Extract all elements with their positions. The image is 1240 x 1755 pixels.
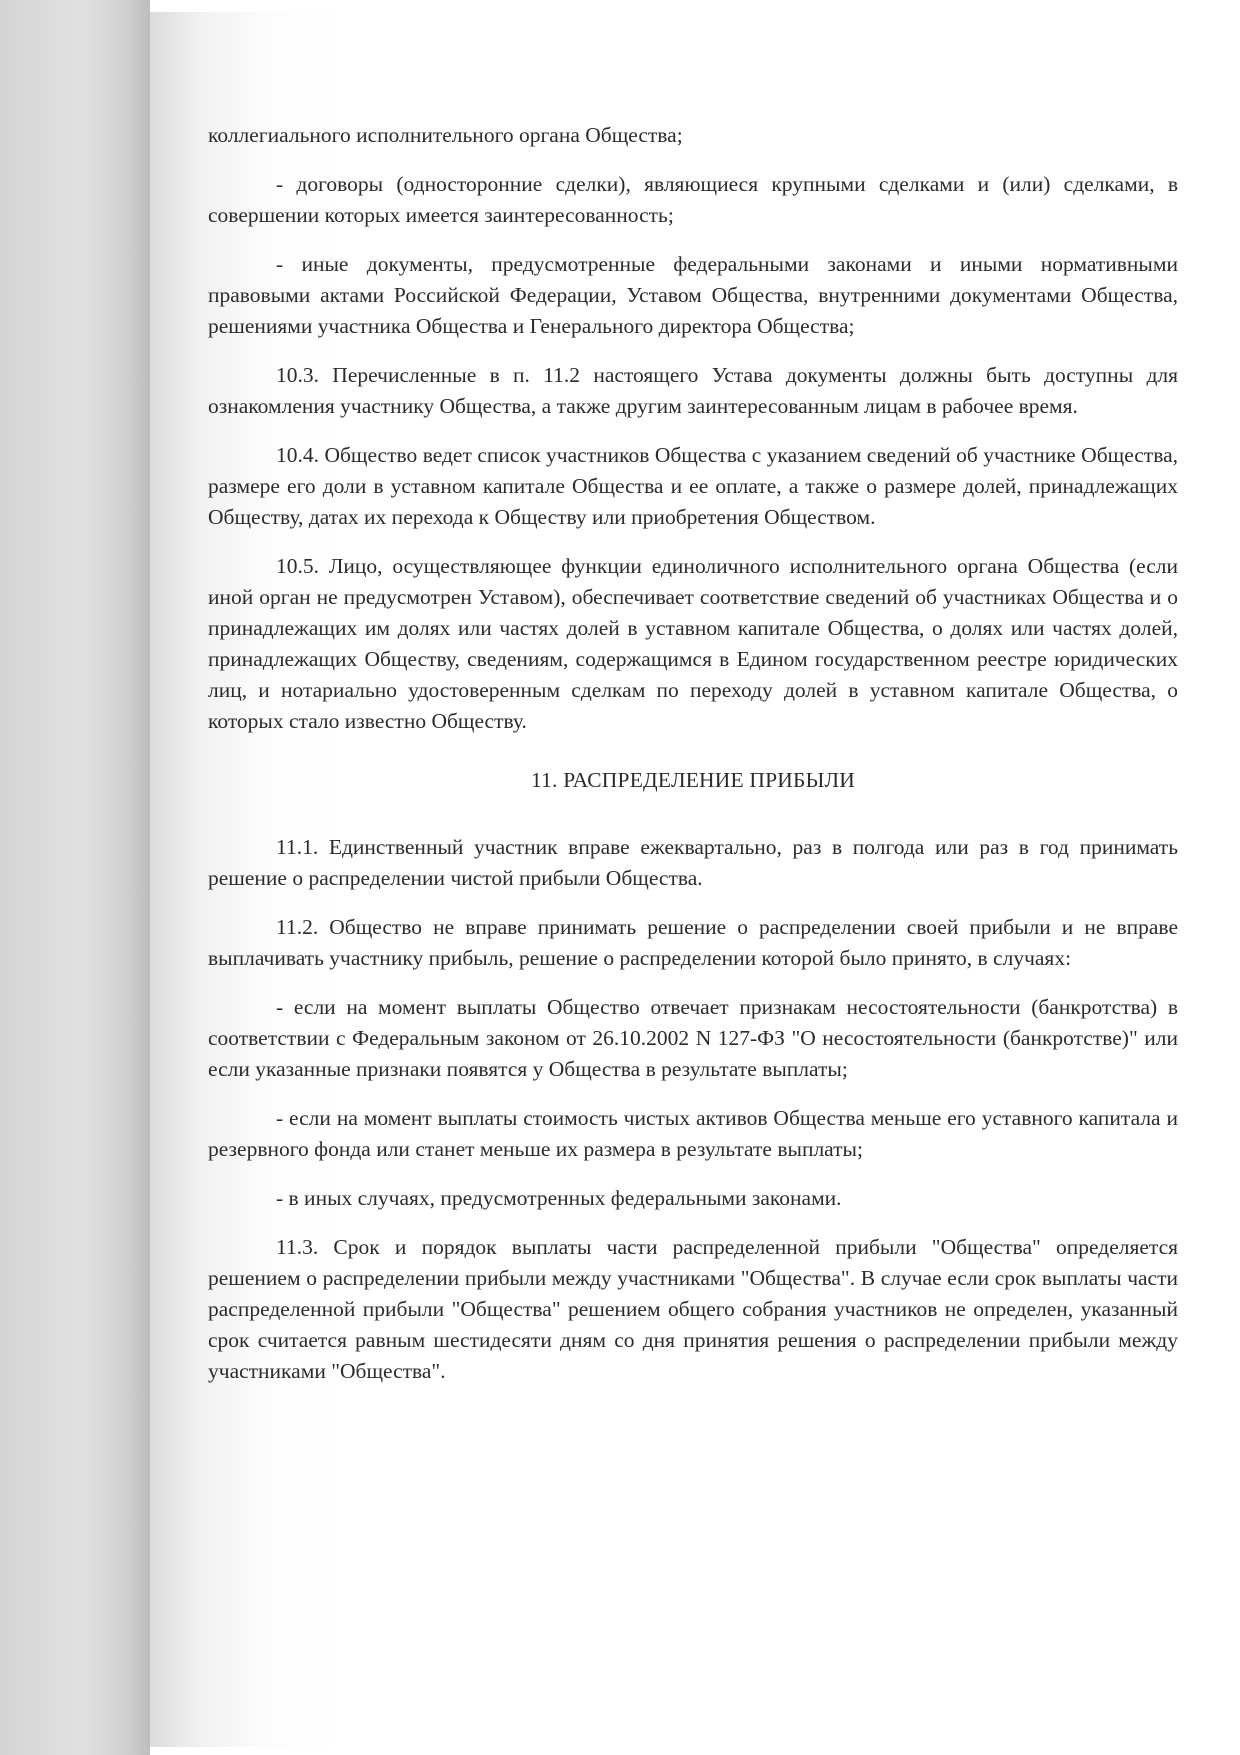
- document-body: [208, 120, 1178, 1405]
- list-item-net-assets: - если на момент выплаты стоимость чистых активов Общества меньше его уставного капитала и резервного фонда или станет меньше их размера в результате выплаты;: [208, 1106, 1178, 1161]
- section-heading: 11. РАСПРЕДЕЛЕНИЕ ПРИБЫЛИ: [530, 768, 856, 792]
- clause-10-4: 10.4. Общество ведет список участников Общества с указанием сведений об участнике Общества, размере его доли в уставном капитале Общества и ее оплате, а также о размере долей, принадлежащих Обществу, датах их перехода к Обществу или приобретения Обществом.: [208, 443, 1178, 529]
- list-item-contracts: - договоры (односторонние сделки), являющиеся крупными сделками и (или) сделками, в совершении которых имеется заинтересованность;: [208, 172, 1178, 227]
- list-item-other-cases: - в иных случаях, предусмотренных федеральными законами.: [276, 1186, 842, 1210]
- scan-binding-shadow: [0, 0, 150, 1755]
- paragraph-continuation: коллегиального исполнительного органа Общества;: [208, 123, 683, 147]
- list-item-other-documents: - иные документы, предусмотренные федеральными законами и иными нормативными правовыми актами Российской Федерации, Уставом Общества, внутренними документами Общества, решениями участника Общества и Генерального директора Общества;: [208, 252, 1178, 338]
- clause-11-3: 11.3. Срок и порядок выплаты части распределенной прибыли "Общества" определяется решением о распределении прибыли между участниками "Общества". В случае если срок выплаты части распределенной прибыли "Общества" решением общего собрания участников не определен, указанный срок считается равным шестидесяти дням со дня принятия решения о распределении прибыли между участниками "Общества".: [208, 1235, 1178, 1383]
- clause-10-3: 10.3. Перечисленные в п. 11.2 настоящего Устава документы должны быть доступны для ознакомления участнику Общества, а также другим заинтересованным лицам в рабочее время.: [208, 363, 1178, 418]
- clause-11-2: 11.2. Общество не вправе принимать решение о распределении своей прибыли и не вправе выплачивать участнику прибыль, решение о распределении которой было принято, в случаях:: [208, 915, 1178, 970]
- clause-11-1: 11.1. Единственный участник вправе ежеквартально, раз в полгода или раз в год принимать решение о распределении чистой прибыли Общества.: [208, 835, 1178, 890]
- list-item-bankruptcy: - если на момент выплаты Общество отвечает признакам несостоятельности (банкротства) в соответствии с Федеральным законом от 26.10.2002 N 127-ФЗ "О несостоятельности (банкротстве)" или если указанные признаки появятся у Общества в результате выплаты;: [208, 995, 1178, 1081]
- clause-10-5: 10.5. Лицо, осуществляющее функции единоличного исполнительного органа Общества (если иной орган не предусмотрен Уставом), обеспечивает соответствие сведений об участниках Общества и о принадлежащих им долях или частях долей в уставном капитале Общества, о долях или частях долей, принадлежащих Обществу, сведениям, содержащимся в Едином государственном реестре юридических лиц, и нотариально удостоверенным сделкам по переходу долей в уставном капитале Общества, о которых стало известно Обществу.: [208, 554, 1178, 733]
